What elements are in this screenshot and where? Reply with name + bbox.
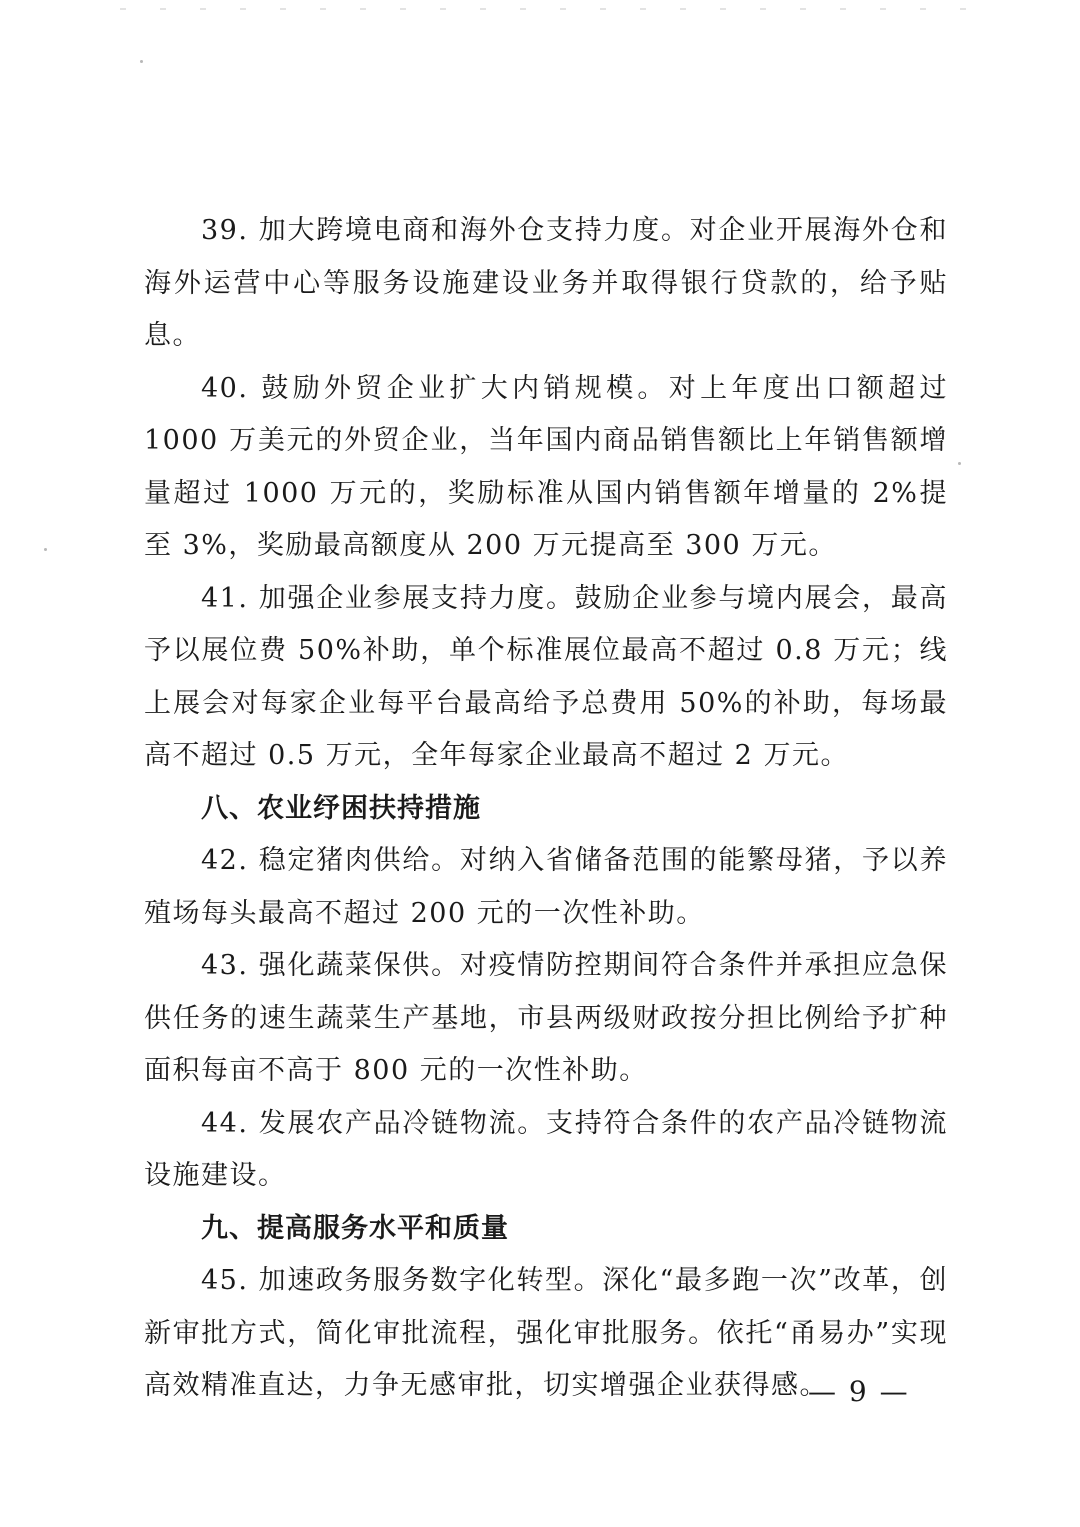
section-heading-9: 九、提高服务水平和质量	[201, 1212, 509, 1244]
paragraph-44: 44. 发展农产品冷链物流。支持符合条件的农产品冷链物流设施建设。	[144, 1107, 948, 1191]
scan-artifact-dot	[44, 548, 47, 551]
paragraph-41: 41. 加强企业参展支持力度。鼓励企业参与境内展会，最高予以展位费 50%补助，单个标准展位最高不超过 0.8 万元；线上展会对每家企业每平台最高给予总费用 50%的补助，每场最高不超过 0.5 万元，全年每家企业最高不超过 2 万元。	[144, 582, 948, 771]
paragraph-42: 42. 稳定猪肉供给。对纳入省储备范围的能繁母猪，予以养殖场每头最高不超过 200 元的一次性补助。	[144, 845, 948, 929]
paragraph-45: 45. 加速政务服务数字化转型。深化“最多跑一次”改革，创新审批方式，简化审批流程，强化审批服务。依托“甬易办”实现高效精准直达，力争无感审批，切实增强企业获得感。	[144, 1265, 948, 1401]
paragraph-43: 43. 强化蔬菜保供。对疫情防控期间符合条件并承担应急保供任务的速生蔬菜生产基地，市县两级财政按分担比例给予扩种面积每亩不高于 800 元的一次性补助。	[144, 950, 948, 1086]
scan-artifact-dot	[140, 60, 143, 63]
document-body	[144, 205, 948, 1413]
page-number: — 9 —	[808, 1375, 910, 1408]
scan-artifact-line	[120, 8, 980, 10]
section-heading-8: 八、农业纾困扶持措施	[201, 792, 481, 824]
paragraph-40: 40. 鼓励外贸企业扩大内销规模。对上年度出口额超过 1000 万美元的外贸企业，当年国内商品销售额比上年销售额增量超过 1000 万元的，奖励标准从国内销售额年增量的 2%提至 3%，奖励最高额度从 200 万元提高至 300 万元。	[144, 372, 948, 561]
paragraph-39: 39. 加大跨境电商和海外仓支持力度。对企业开展海外仓和海外运营中心等服务设施建设业务并取得银行贷款的，给予贴息。	[144, 215, 948, 351]
scan-artifact-dot	[958, 462, 961, 465]
